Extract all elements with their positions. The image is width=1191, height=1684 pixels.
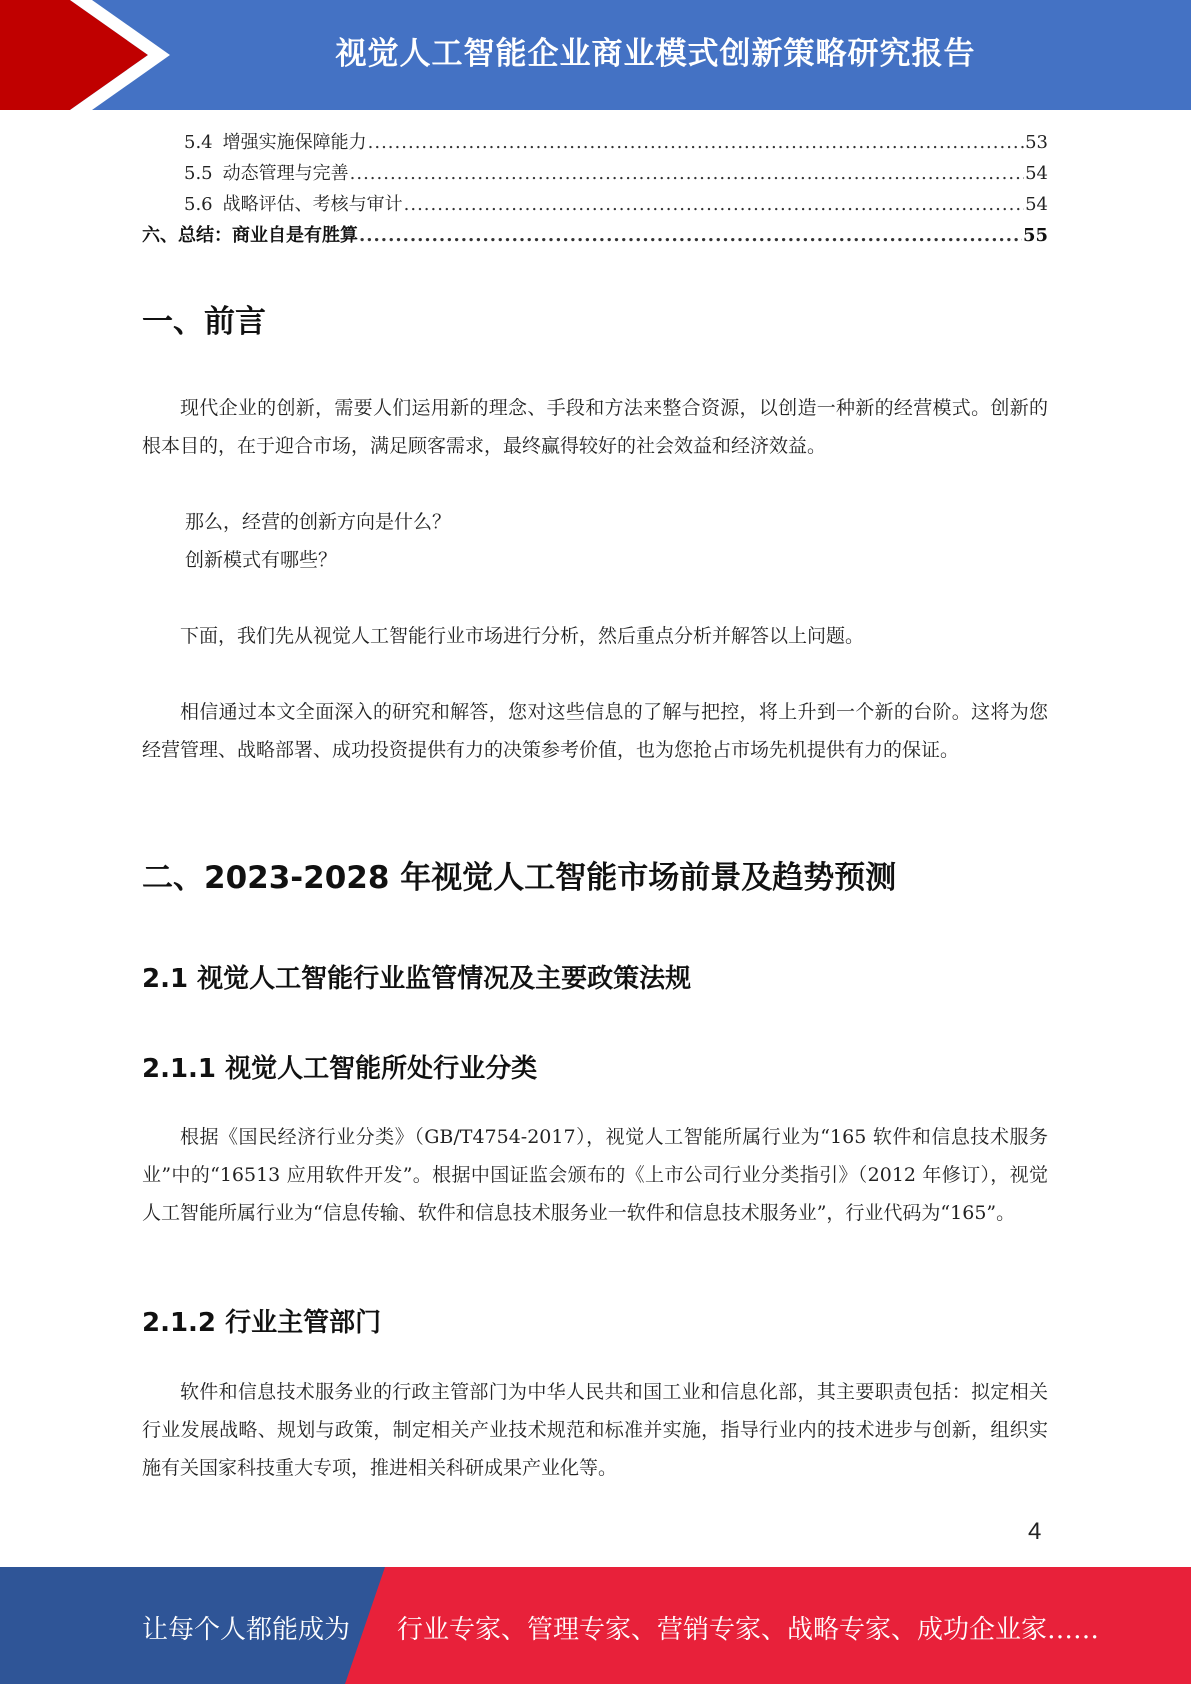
toc-item-page: 53: [1025, 132, 1048, 153]
toc-item[interactable]: [142, 221, 1048, 252]
toc-item-label: 六、总结：商业自是有胜算: [142, 225, 358, 246]
paragraph: 现代企业的创新，需要人们运用新的理念、手段和方法来整合资源，以创造一种新的经营模式。创新的根本目的，在于迎合市场，满足顾客需求，最终赢得较好的社会效益和经济效益。: [142, 397, 1048, 457]
paragraph: 那么，经营的创新方向是什么？: [185, 511, 452, 533]
paragraph: 创新模式有哪些？: [185, 549, 338, 571]
toc-item-page: 54: [1025, 194, 1048, 215]
toc-item-label: 动态管理与完善: [222, 163, 349, 184]
subsection-heading: 2.1.1 视觉人工智能所处行业分类: [142, 1054, 538, 1084]
toc-item-label: 战略评估、考核与审计: [222, 194, 403, 215]
paragraph: 相信通过本文全面深入的研究和解答，您对这些信息的了解与把控，将上升到一个新的台阶。这将为您经营管理、战略部署、成功投资提供有力的决策参考价值，也为您抢占市场先机提供有力的保证。: [142, 701, 1048, 761]
page-footer: [0, 1567, 1191, 1684]
subsection-heading: 2.1 视觉人工智能行业监管情况及主要政策法规: [142, 964, 692, 994]
toc-item[interactable]: [142, 128, 1048, 159]
toc-item-number: 5.4: [184, 132, 213, 153]
paragraph: 下面，我们先从视觉人工智能行业市场进行分析，然后重点分析并解答以上问题。: [180, 625, 865, 647]
page-header: [0, 0, 1191, 110]
toc-leader-dots: [404, 194, 1024, 215]
paragraph: 软件和信息技术服务业的行政主管部门为中华人民共和国工业和信息化部，其主要职责包括：拟定相关行业发展战略、规划与政策，制定相关产业技术规范和标准并实施，指导行业内的技术进步与创新，组织实施有关国家科技重大专项，推进相关科研成果产业化等。: [142, 1381, 1048, 1479]
footer-slogan-right: 行业专家、管理专家、营销专家、战略专家、成功企业家……: [397, 1615, 1100, 1645]
report-title: 视觉人工智能企业商业模式创新策略研究报告: [335, 36, 976, 72]
toc-item[interactable]: [142, 190, 1048, 221]
toc-leader-dots: [368, 132, 1024, 153]
toc-leader-dots: [359, 225, 1022, 246]
footer-slogan-left: 让每个人都能成为: [142, 1615, 351, 1645]
toc-item-page: 54: [1025, 163, 1048, 184]
toc-item-number: 5.5: [184, 163, 213, 184]
paragraph: 根据《国民经济行业分类》（GB/T4754-2017），视觉人工智能所属行业为“165 软件和信息技术服务业”中的“16513 应用软件开发”。根据中国证监会颁布的《上市公司行业分类指引》（2012 年修订），视觉人工智能所属行业为“信息传输、软件和信息技术服务业一软件和信息技术服务业”，行业代码为“165”。: [142, 1126, 1048, 1224]
toc-item-label: 增强实施保障能力: [222, 132, 367, 153]
toc-item-page: 55: [1022, 225, 1048, 246]
table-of-contents: [142, 128, 1048, 252]
toc-item-number: 5.6: [184, 194, 213, 215]
subsection-heading: 2.1.2 行业主管部门: [142, 1308, 382, 1338]
toc-item[interactable]: [142, 159, 1048, 190]
toc-leader-dots: [350, 163, 1024, 184]
section-heading-preface: 一、前言: [142, 304, 266, 340]
page-number: 4: [1028, 1518, 1042, 1545]
section-heading-market: 二、2023-2028 年视觉人工智能市场前景及趋势预测: [142, 860, 897, 896]
